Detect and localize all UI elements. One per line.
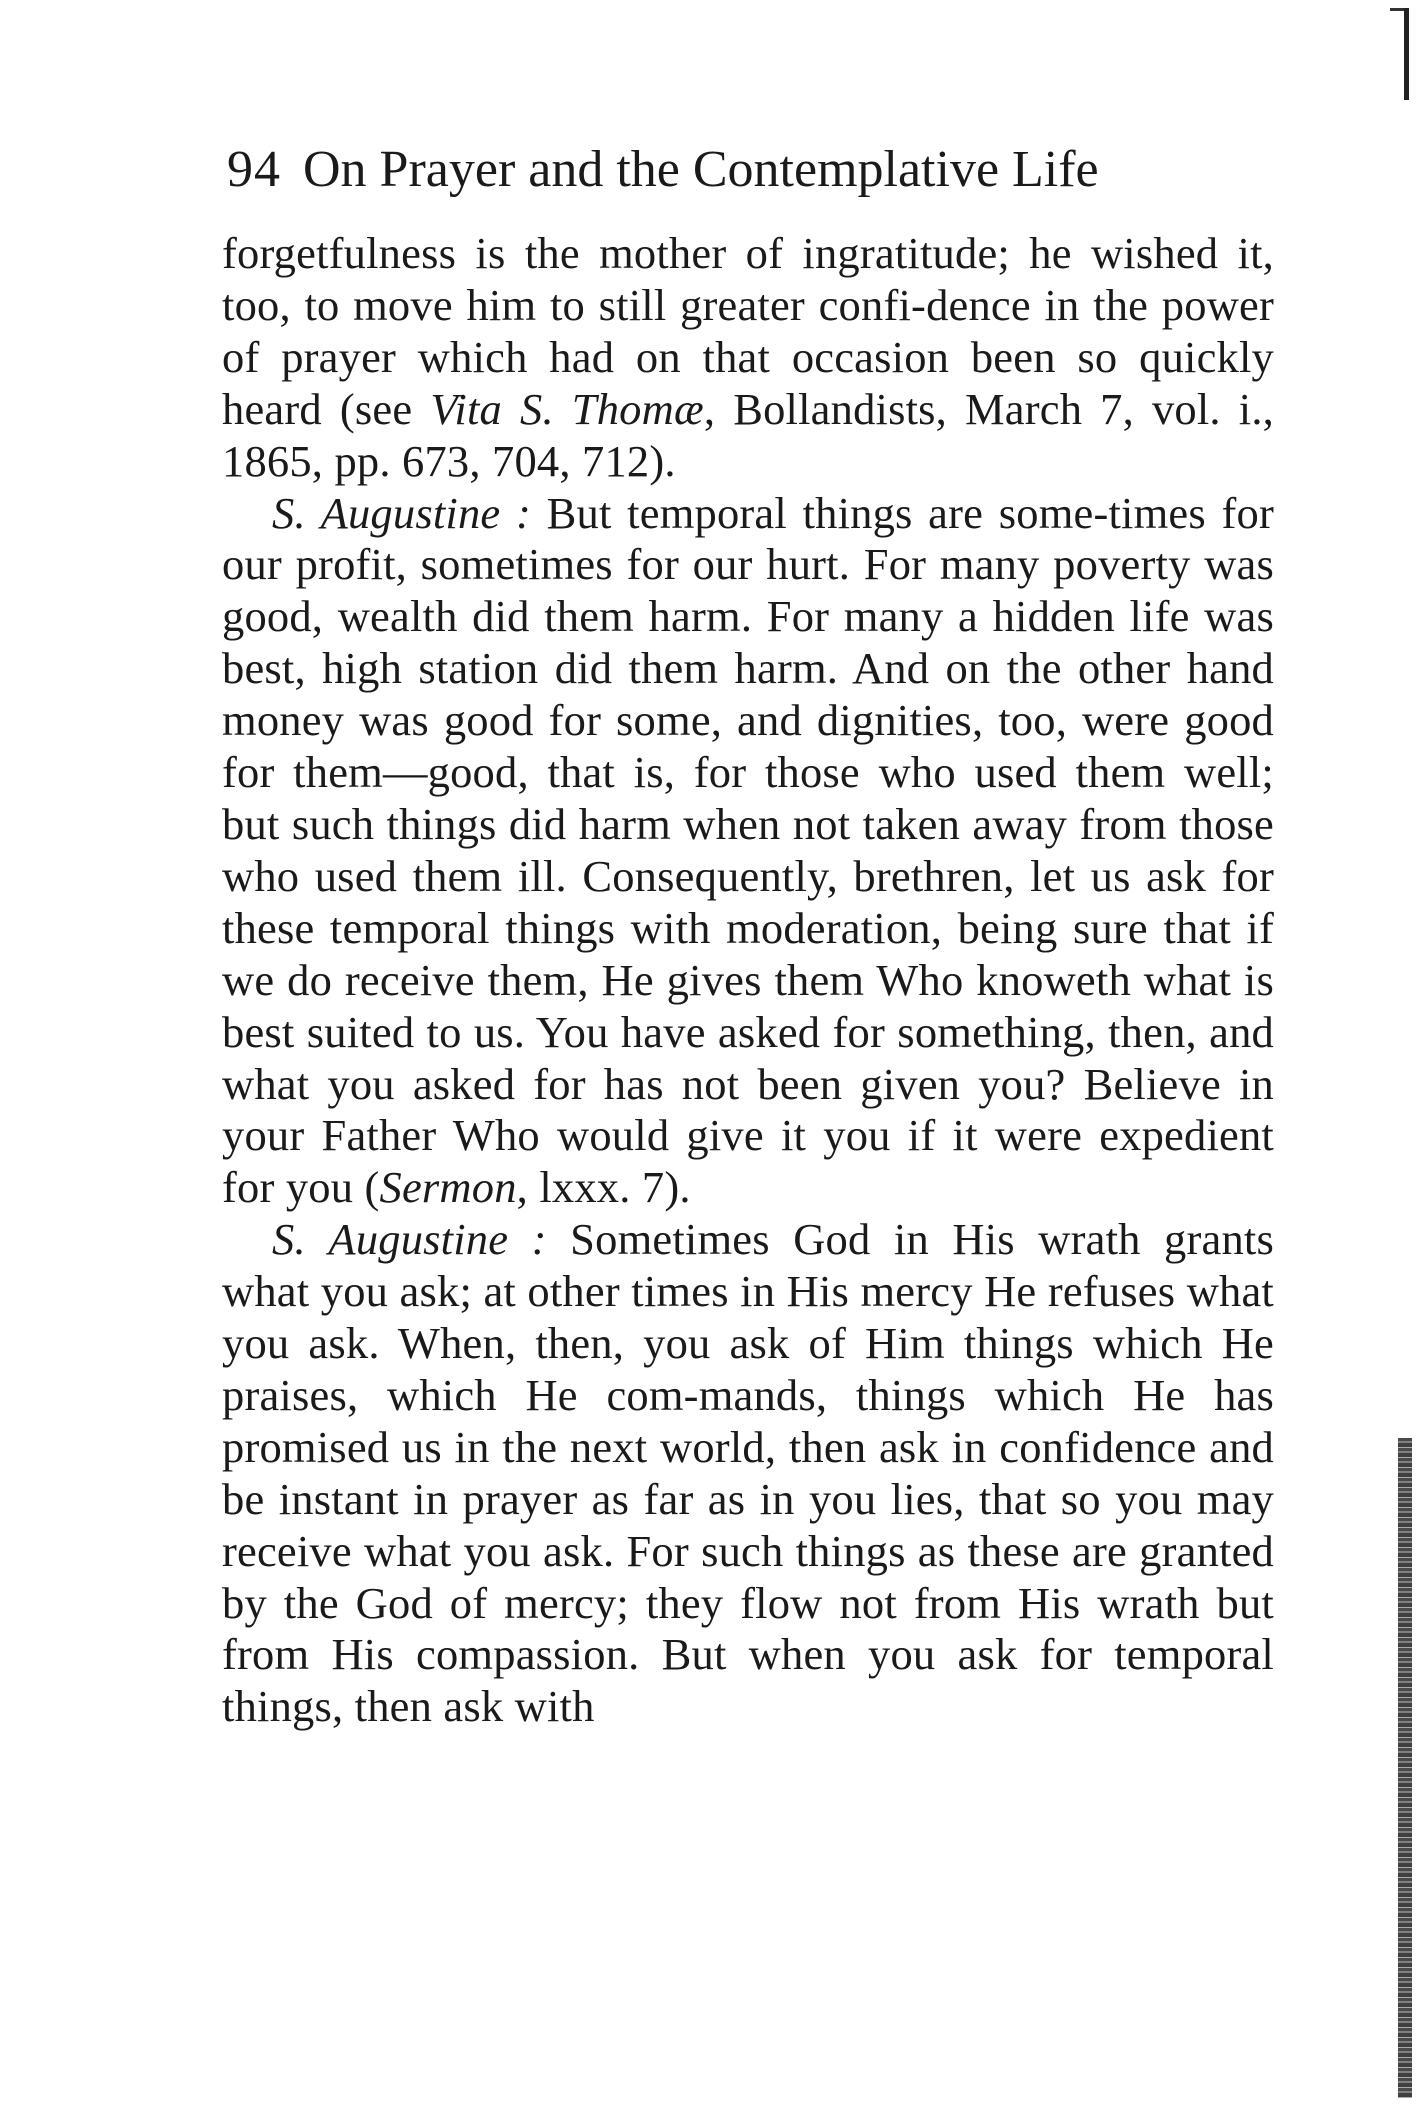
page-number: 94: [227, 141, 281, 198]
p1-text-c: , Bollandists, March 7, vol. i., 1865, pp. 673, 704, 712).: [222, 383, 1274, 486]
p1-citation: Vita S. Thomæ: [430, 383, 704, 434]
page-header: [227, 140, 1237, 200]
paragraph-augustine-1: [222, 488, 1274, 1215]
running-title: On Prayer and the Contemplative Life: [303, 141, 1099, 198]
p2-citation-tail: , lxxx. 7).: [516, 1162, 691, 1213]
p3-text: Sometimes God in His wrath grants what you ask; at other times in His mercy He refuses what you ask. When, then, you ask of Him things which He praises, which He com-mands, things which He has promised us in the next world, then ask in confidence and be instant in prayer as far as in you lies, that so you may receive what you ask. For such things as these are granted by the God of mercy; they flow not from His wrath but from His compassion. But when you ask for temporal things, then ask with: [222, 1214, 1274, 1732]
p2-text: But temporal things are some-times for our profit, sometimes for our hurt. For many poverty was good, wealth did them harm. For many a hidden life was best, high station did them harm. And on the other hand money was good for some, and dignities, too, were good for them—good, that is, for those who used them well; but such things did harm when not taken away from those who used them ill. Consequently, brethren, let us ask for these temporal things with moderation, being sure that if we do receive them, He gives them Who knoweth what is best suited to us. You have asked for something, then, and what you asked for has not been given you? Believe in your Father Who would give it you if it were expedient for you (: [222, 487, 1275, 1213]
paragraph-continuation: [222, 228, 1274, 488]
p2-citation: Sermon: [379, 1162, 517, 1213]
p1-text-a: forgetfulness is the mother of ingratitude; he wished it, too, to move him to still greater confi-: [222, 228, 1274, 330]
scan-edge-shadow-top: [1404, 8, 1409, 100]
scan-edge-shadow-bottom: [1398, 1438, 1412, 2098]
p3-speaker: S. Augustine :: [272, 1214, 547, 1265]
p2-speaker: S. Augustine :: [272, 487, 532, 538]
p1-text-b: dence in the power of prayer which had on that occasion been so quickly heard (see: [222, 279, 1274, 434]
paragraph-augustine-2: [222, 1214, 1274, 1733]
body-text: [222, 228, 1274, 1733]
